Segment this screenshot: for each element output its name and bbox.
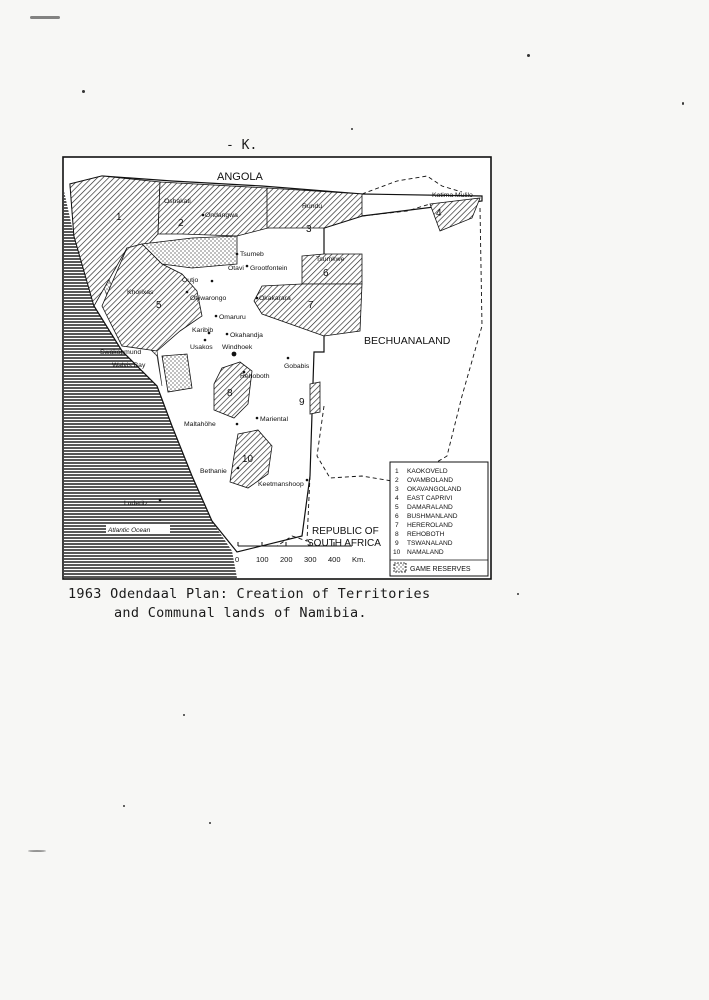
label-bechuanaland: BECHUANALAND bbox=[364, 335, 451, 347]
town-katima-mulilo: Katima Mulilo bbox=[432, 192, 473, 199]
svg-text:Km.: Km. bbox=[352, 555, 366, 564]
svg-text:4: 4 bbox=[395, 495, 399, 502]
label-south-africa: SOUTH AFRICA bbox=[307, 538, 381, 549]
legend-east-caprivi: EAST CAPRIVI bbox=[407, 495, 453, 502]
legend-okavangoland: OKAVANGOLAND bbox=[407, 486, 462, 493]
town-maltahohe: Maltahöhe bbox=[184, 421, 216, 428]
svg-text:1: 1 bbox=[395, 468, 399, 475]
town-okahandja: Okahandja bbox=[230, 332, 263, 339]
town-ondangwa: Ondangwa bbox=[205, 212, 238, 219]
scan-speck bbox=[351, 128, 353, 130]
town-gobabis: Gobabis bbox=[284, 363, 310, 370]
region-number-8: 8 bbox=[227, 388, 233, 399]
scan-speck bbox=[28, 850, 46, 852]
scan-speck bbox=[183, 714, 185, 716]
odendaal-plan-map bbox=[62, 156, 492, 580]
label-republic-of: REPUBLIC OF bbox=[312, 526, 379, 537]
region-9-tswanaland bbox=[310, 382, 320, 414]
region-number-6: 6 bbox=[323, 268, 329, 279]
scan-speck bbox=[82, 90, 85, 93]
svg-text:5: 5 bbox=[395, 504, 399, 511]
svg-text:10: 10 bbox=[393, 549, 401, 556]
town-rehoboth: Rehoboth bbox=[240, 373, 270, 380]
legend bbox=[390, 462, 488, 576]
town-oshakati: Oshakati bbox=[164, 198, 191, 205]
region-number-9: 9 bbox=[299, 397, 305, 408]
svg-text:300: 300 bbox=[304, 555, 317, 564]
caption-line-2: and Communal lands of Namibia. bbox=[114, 605, 367, 621]
region-number-3: 3 bbox=[306, 224, 312, 235]
region-number-5: 5 bbox=[156, 300, 162, 311]
town-walvis-bay: Walvis Bay bbox=[112, 362, 146, 369]
scan-speck bbox=[30, 16, 60, 19]
town-grootfontein: Grootfontein bbox=[250, 265, 288, 272]
legend-game-reserves-swatch bbox=[394, 563, 406, 572]
legend-tswanaland: TSWANALAND bbox=[407, 540, 453, 547]
legend-game-reserves: GAME RESERVES bbox=[410, 566, 471, 573]
legend-rehoboth: REHOBOTH bbox=[407, 531, 445, 538]
region-number-4: 4 bbox=[436, 208, 442, 219]
legend-ovamboland: OVAMBOLAND bbox=[407, 477, 454, 484]
legend-bushmanland: BUSHMANLAND bbox=[407, 513, 458, 520]
town-karibib: Karibib bbox=[192, 327, 214, 334]
scan-speck bbox=[682, 102, 684, 105]
town-swakopmund: Swakopmund bbox=[100, 349, 142, 356]
page-marker: - K. bbox=[226, 138, 258, 153]
region-number-7: 7 bbox=[308, 300, 314, 311]
region-number-1: 1 bbox=[116, 212, 122, 223]
figure-caption bbox=[68, 585, 430, 623]
scan-speck bbox=[123, 805, 125, 807]
region-number-10: 10 bbox=[242, 454, 254, 465]
legend-damaraland: DAMARALAND bbox=[407, 504, 453, 511]
legend-kaokoveld: KAOKOVELD bbox=[407, 468, 448, 475]
svg-text:0: 0 bbox=[235, 555, 240, 564]
svg-text:400: 400 bbox=[328, 555, 341, 564]
town-bethanie: Bethanie bbox=[200, 468, 227, 475]
town-khorixas: Khorixas bbox=[127, 289, 154, 296]
town-usakos: Usakos bbox=[190, 344, 213, 351]
svg-text:3: 3 bbox=[395, 486, 399, 493]
town-outjo: Outjo bbox=[182, 277, 199, 284]
town-mariental: Mariental bbox=[260, 416, 288, 423]
town-otjiwarongo: Otjiwarongo bbox=[190, 295, 227, 302]
scan-speck bbox=[527, 54, 530, 57]
svg-text:2: 2 bbox=[395, 477, 399, 484]
caption-line-1: 1963 Odendaal Plan: Creation of Territories bbox=[68, 586, 431, 602]
scan-speck bbox=[517, 593, 519, 595]
legend-hereroland: HEREROLAND bbox=[407, 522, 453, 529]
label-atlantic-ocean: Atlantic Ocean bbox=[108, 527, 151, 534]
svg-text:7: 7 bbox=[395, 522, 399, 529]
town-tsumkwe: Tsumkwe bbox=[316, 256, 345, 263]
svg-text:8: 8 bbox=[395, 531, 399, 538]
town-keetmanshoop: Keetmanshoop bbox=[258, 481, 304, 488]
town-luderitz: Luderitz bbox=[124, 500, 149, 507]
town-windhoek: Windhoek bbox=[222, 344, 253, 351]
svg-text:100: 100 bbox=[256, 555, 269, 564]
town-okakarara: Okakarara bbox=[259, 295, 291, 302]
town-otavi: Otavi bbox=[228, 265, 244, 272]
legend-namaland: NAMALAND bbox=[407, 549, 444, 556]
label-angola: ANGOLA bbox=[217, 171, 263, 183]
town-tsumeb: Tsumeb bbox=[240, 251, 264, 258]
region-number-2: 2 bbox=[178, 218, 184, 229]
town-omaruru: Omaruru bbox=[219, 314, 246, 321]
region-2-ovamboland bbox=[158, 182, 268, 236]
svg-text:6: 6 bbox=[395, 513, 399, 520]
svg-text:9: 9 bbox=[395, 540, 399, 547]
svg-text:200: 200 bbox=[280, 555, 293, 564]
scan-speck bbox=[209, 822, 211, 824]
town-rundu: Rundu bbox=[302, 203, 323, 210]
